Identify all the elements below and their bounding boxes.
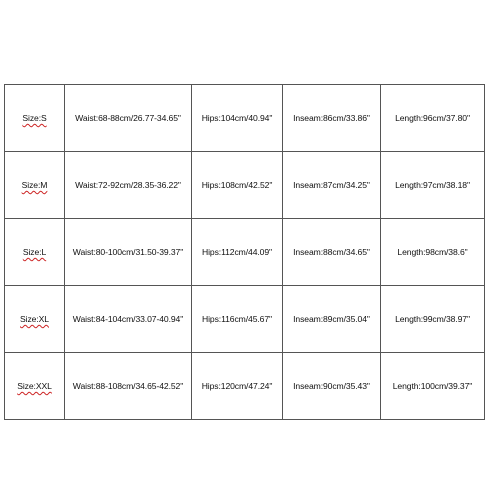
waist-measurement: Waist:72-92cm/28.35-36.22" <box>65 152 192 219</box>
hips-measurement: Hips:104cm/40.94" <box>192 85 283 152</box>
size-label: Size:XL <box>5 286 65 353</box>
size-label: Size:L <box>5 219 65 286</box>
inseam-measurement: Inseam:87cm/34.25" <box>283 152 381 219</box>
length-measurement: Length:99cm/38.97" <box>381 286 485 353</box>
size-label: Size:XXL <box>5 353 65 420</box>
hips-measurement: Hips:116cm/45.67" <box>192 286 283 353</box>
table-row <box>5 286 485 353</box>
table-row <box>5 219 485 286</box>
table-row <box>5 353 485 420</box>
inseam-measurement: Inseam:86cm/33.86" <box>283 85 381 152</box>
inseam-measurement: Inseam:88cm/34.65" <box>283 219 381 286</box>
length-measurement: Length:100cm/39.37" <box>381 353 485 420</box>
hips-measurement: Hips:120cm/47.24" <box>192 353 283 420</box>
waist-measurement: Waist:84-104cm/33.07-40.94" <box>65 286 192 353</box>
table-row <box>5 85 485 152</box>
waist-measurement: Waist:80-100cm/31.50-39.37" <box>65 219 192 286</box>
waist-measurement: Waist:88-108cm/34.65-42.52" <box>65 353 192 420</box>
length-measurement: Length:97cm/38.18" <box>381 152 485 219</box>
size-label: Size:S <box>5 85 65 152</box>
inseam-measurement: Inseam:89cm/35.04" <box>283 286 381 353</box>
hips-measurement: Hips:112cm/44.09" <box>192 219 283 286</box>
table-row <box>5 152 485 219</box>
size-chart-table <box>4 84 485 420</box>
hips-measurement: Hips:108cm/42.52" <box>192 152 283 219</box>
inseam-measurement: Inseam:90cm/35.43" <box>283 353 381 420</box>
length-measurement: Length:98cm/38.6" <box>381 219 485 286</box>
waist-measurement: Waist:68-88cm/26.77-34.65" <box>65 85 192 152</box>
size-label: Size:M <box>5 152 65 219</box>
length-measurement: Length:96cm/37.80" <box>381 85 485 152</box>
